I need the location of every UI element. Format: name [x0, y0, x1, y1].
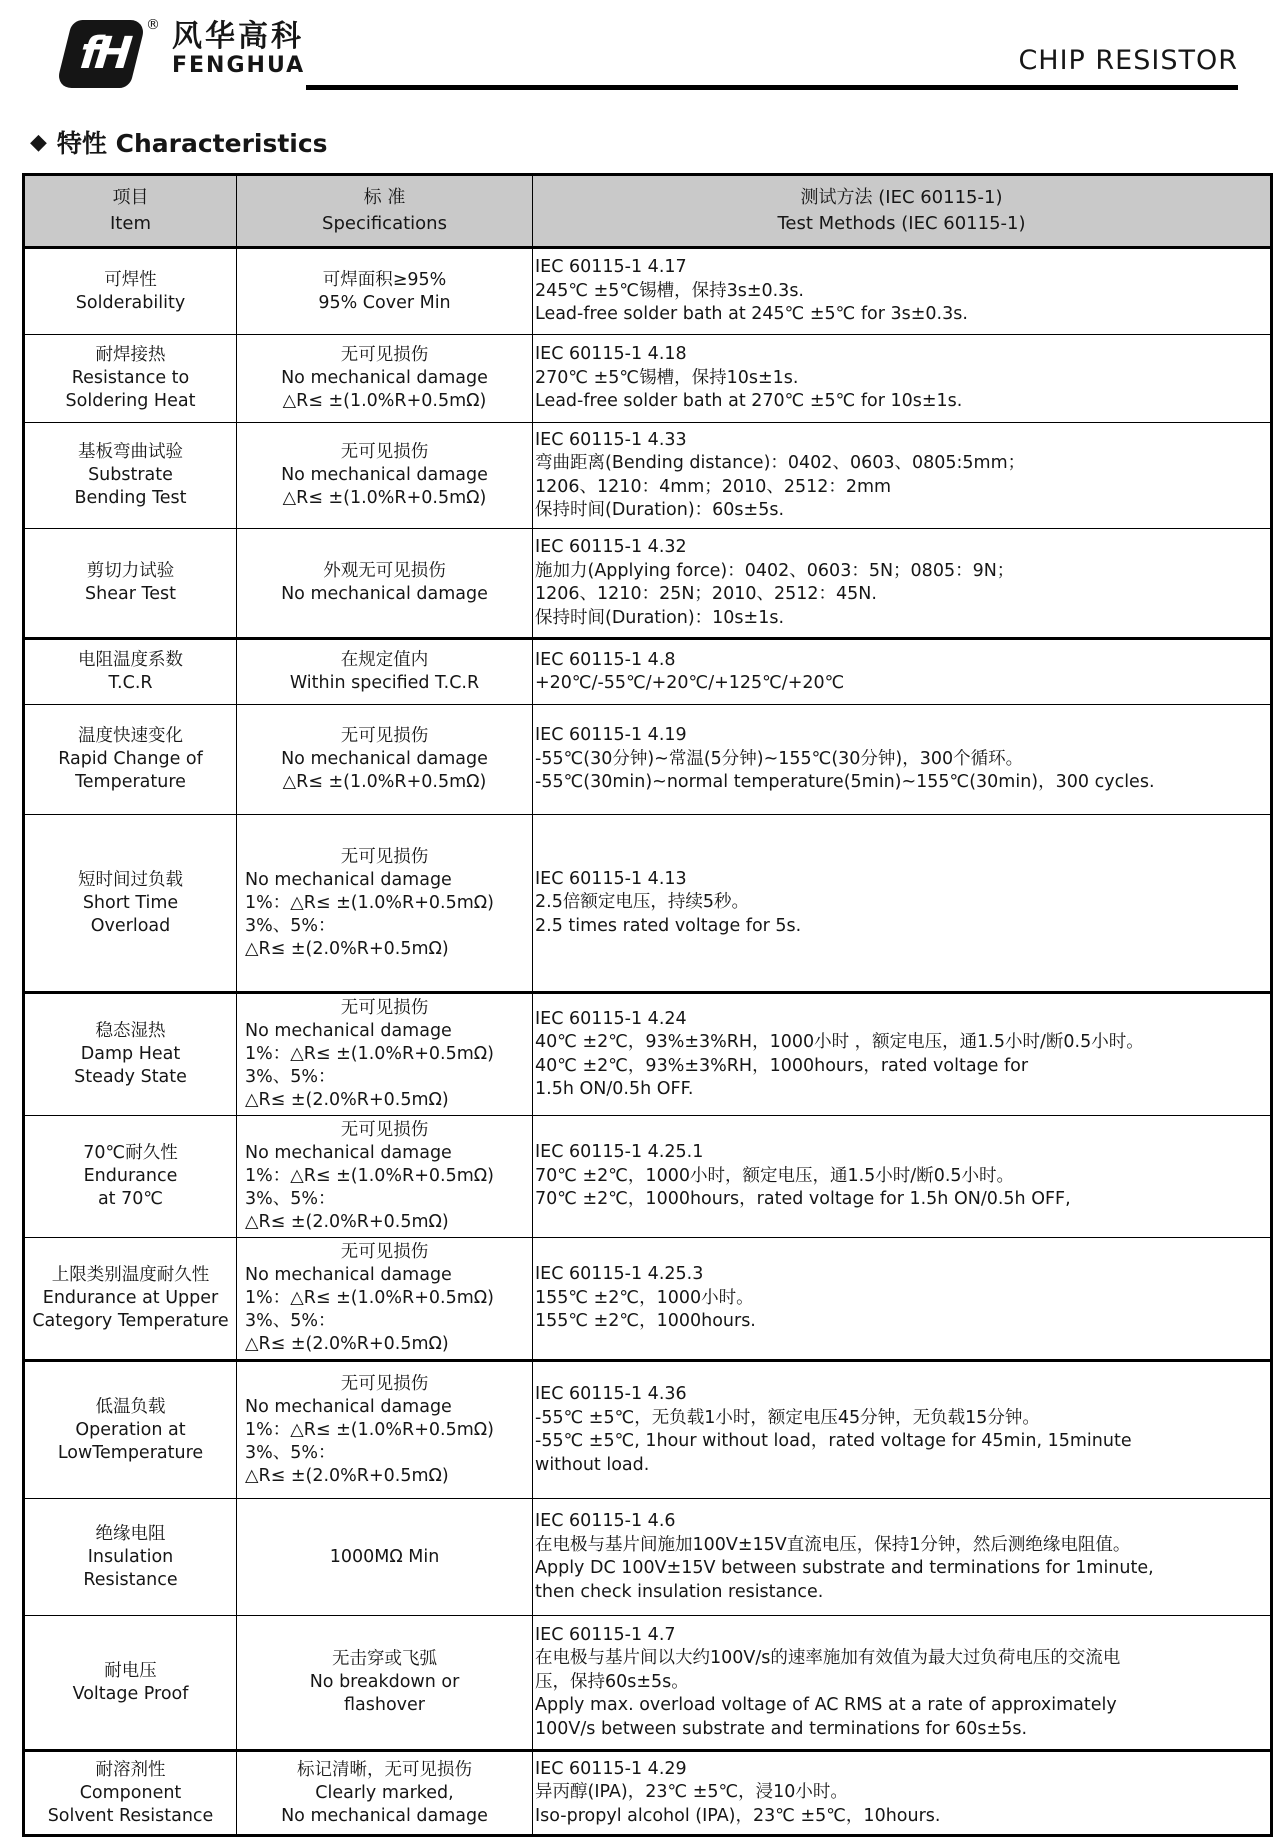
- header-rule: [306, 45, 1238, 90]
- spec-line: 无可见损伤: [340, 1242, 429, 1262]
- method-line: 70℃ ±2℃，1000hours，rated voltage for 1.5h ON/0.5h OFF,: [535, 1189, 1071, 1210]
- spec-line: △R≤ ±(2.0%R+0.5mΩ): [245, 938, 449, 959]
- item-line: Component: [79, 1782, 182, 1803]
- method-cell: [533, 248, 1272, 335]
- item-cell: [24, 639, 237, 705]
- spec-line: 无可见损伤: [340, 442, 429, 462]
- method-line: IEC 60115-1 4.18: [535, 344, 687, 365]
- item-line: Endurance at Upper: [42, 1288, 219, 1308]
- method-line: +20℃/-55℃/+20℃/+125℃/+20℃: [535, 673, 845, 693]
- item-line: 可焊性: [104, 269, 157, 290]
- table-row: [24, 1116, 1272, 1238]
- method-line: Apply DC 100V±15V between substrate and terminations for 1minute,: [535, 1558, 1154, 1578]
- col-header-spec-en: Specifications: [322, 213, 447, 234]
- item-line: Shear Test: [85, 584, 176, 604]
- method-line: -55℃(30分钟)~常温(5分钟)~155℃(30分钟)，300个循环。: [535, 748, 1024, 769]
- item-line: Resistance to: [71, 368, 190, 388]
- spec-cell: [237, 423, 533, 529]
- item-cell: [24, 423, 237, 529]
- method-cell: [533, 335, 1272, 423]
- item-cell: [24, 1616, 237, 1751]
- table-row: [24, 1616, 1272, 1751]
- spec-line: △R≤ ±(2.0%R+0.5mΩ): [245, 1212, 449, 1232]
- method-line: IEC 60115-1 4.17: [535, 257, 687, 278]
- spec-line: 1%：△R≤ ±(1.0%R+0.5mΩ): [245, 1419, 494, 1440]
- item-line: T.C.R: [108, 673, 153, 693]
- brand-logo: [58, 18, 306, 90]
- spec-cell: [237, 815, 533, 993]
- diamond-icon: ◆: [30, 129, 47, 155]
- spec-line: Within specified T.C.R: [289, 673, 480, 693]
- spec-cell: [237, 1238, 533, 1361]
- spec-line: 95% Cover Min: [318, 292, 451, 313]
- method-line: IEC 60115-1 4.33: [535, 429, 687, 450]
- item-line: 基板弯曲试验: [78, 442, 183, 462]
- spec-line: 无可见损伤: [340, 846, 429, 867]
- spec-cell: [237, 705, 533, 815]
- item-line: Substrate: [88, 465, 173, 485]
- spec-cell: [237, 1361, 533, 1499]
- item-line: Rapid Change of: [58, 749, 203, 769]
- spec-line: △R≤ ±(1.0%R+0.5mΩ): [282, 772, 487, 792]
- item-line: 剪切力试验: [86, 561, 175, 581]
- method-line: 1.5h ON/0.5h OFF.: [535, 1079, 694, 1099]
- method-cell: [533, 1361, 1272, 1499]
- method-line: IEC 60115-1 4.32: [535, 537, 687, 557]
- item-cell: [24, 705, 237, 815]
- method-cell: [533, 529, 1272, 639]
- item-cell: [24, 1751, 237, 1836]
- spec-line: △R≤ ±(2.0%R+0.5mΩ): [245, 1334, 449, 1354]
- method-cell: [533, 1751, 1272, 1836]
- spec-line: No mechanical damage: [245, 869, 452, 890]
- method-line: 1206、1210：4mm；2010、2512：2mm: [535, 476, 892, 497]
- spec-line: 3%、5%：: [245, 1189, 336, 1209]
- item-cell: [24, 815, 237, 993]
- method-line: 2.5 times rated voltage for 5s.: [535, 915, 802, 936]
- spec-cell: [237, 993, 533, 1116]
- method-cell: [533, 1238, 1272, 1361]
- item-line: Resistance: [83, 1569, 178, 1590]
- item-line: at 70℃: [97, 1189, 164, 1209]
- method-cell: [533, 1499, 1272, 1616]
- method-line: 弯曲距离(Bending distance)：0402、0603、0805:5mm；: [535, 453, 1026, 473]
- spec-line: 3%、5%：: [245, 1311, 336, 1331]
- spec-line: 1%：△R≤ ±(1.0%R+0.5mΩ): [245, 1288, 494, 1308]
- item-line: 绝缘电阻: [95, 1523, 166, 1544]
- spec-cell: [237, 1116, 533, 1238]
- spec-cell: [237, 335, 533, 423]
- spec-line: 1%：△R≤ ±(1.0%R+0.5mΩ): [245, 1044, 494, 1064]
- method-line: 40℃ ±2℃，93%±3%RH，1000小时 ，额定电压，通1.5小时/断0.5小时。: [535, 1032, 1144, 1052]
- spec-line: flashover: [344, 1695, 425, 1715]
- spec-line: 外观无可见损伤: [323, 561, 446, 581]
- spec-line: 在规定值内: [340, 650, 429, 670]
- method-line: IEC 60115-1 4.8: [535, 649, 676, 670]
- method-line: IEC 60115-1 4.19: [535, 725, 687, 746]
- spec-cell: [237, 1499, 533, 1616]
- method-line: 在电极与基片间施加100V±15V直流电压，保持1分钟，然后测绝缘电阻值。: [535, 1534, 1131, 1555]
- method-line: IEC 60115-1 4.13: [535, 868, 687, 889]
- table-row: [24, 993, 1272, 1116]
- col-header-method-en: Test Methods (IEC 60115-1): [777, 213, 1026, 234]
- method-line: 保持时间(Duration)：60s±5s.: [535, 500, 785, 520]
- method-line: -55℃ ±5℃, 1hour without load，rated voltage for 45min, 15minute: [535, 1431, 1132, 1451]
- method-line: 270℃ ±5℃锡槽，保持10s±1s.: [535, 367, 799, 388]
- spec-line: No mechanical damage: [245, 1396, 452, 1417]
- item-line: 耐溶剂性: [95, 1759, 166, 1780]
- table-row: [24, 1499, 1272, 1616]
- method-line: IEC 60115-1 4.7: [535, 1624, 676, 1645]
- spec-line: No mechanical damage: [281, 465, 488, 485]
- spec-line: 无可见损伤: [340, 998, 429, 1018]
- table-row: [24, 423, 1272, 529]
- spec-line: 无击穿或飞弧: [332, 1649, 437, 1669]
- registered-mark: ®: [146, 17, 160, 33]
- spec-cell: [237, 1616, 533, 1751]
- method-cell: [533, 993, 1272, 1116]
- item-line: 温度快速变化: [78, 726, 183, 746]
- item-line: Insulation: [87, 1546, 174, 1567]
- item-line: Bending Test: [74, 488, 187, 508]
- col-header-item-en: Item: [110, 213, 151, 234]
- spec-line: Clearly marked,: [315, 1782, 454, 1803]
- method-line: 异丙醇(IPA)，23℃ ±5℃，浸10小时。: [535, 1782, 848, 1803]
- method-line: 2.5倍额定电压，持续5秒。: [535, 892, 749, 913]
- table-row: [24, 1361, 1272, 1499]
- spec-line: △R≤ ±(1.0%R+0.5mΩ): [282, 488, 487, 508]
- table-row: [24, 1238, 1272, 1361]
- method-line: 245℃ ±5℃锡槽，保持3s±0.3s.: [535, 280, 804, 301]
- section-title: [30, 124, 1286, 160]
- method-line: 施加力(Applying force)：0402、0603：5N；0805：9N；: [535, 560, 1015, 581]
- method-cell: [533, 639, 1272, 705]
- item-line: 上限类别温度耐久性: [51, 1265, 210, 1285]
- method-line: 在电极与基片间以大约100V/s的速率施加有效值为最大过负荷电压的交流电: [535, 1648, 1121, 1669]
- method-line: 压，保持60s±5s。: [535, 1671, 689, 1692]
- table-header-row: [24, 175, 1272, 248]
- method-line: Lead-free solder bath at 270℃ ±5℃ for 10s±1s.: [535, 391, 963, 412]
- item-line: Steady State: [74, 1067, 187, 1087]
- spec-line: △R≤ ±(2.0%R+0.5mΩ): [245, 1465, 449, 1486]
- brand-text: [172, 20, 305, 78]
- item-line: 耐电压: [104, 1660, 157, 1681]
- method-line: 70℃ ±2℃，1000小时，额定电压，通1.5小时/断0.5小时。: [535, 1165, 1015, 1186]
- table-row: [24, 639, 1272, 705]
- method-cell: [533, 815, 1272, 993]
- doc-title: CHIP RESISTOR: [1018, 45, 1238, 76]
- logo-monogram: fH: [77, 28, 131, 79]
- table-row: [24, 529, 1272, 639]
- method-cell: [533, 1116, 1272, 1238]
- table-row: [24, 705, 1272, 815]
- method-line: IEC 60115-1 4.36: [535, 1384, 687, 1404]
- item-line: 短时间过负载: [78, 869, 183, 890]
- spec-line: 无可见损伤: [340, 1373, 429, 1394]
- method-line: IEC 60115-1 4.6: [535, 1511, 676, 1531]
- spec-line: 无可见损伤: [340, 1120, 429, 1140]
- item-line: Temperature: [75, 772, 186, 792]
- fenghua-logo-icon: [58, 18, 150, 90]
- method-line: 40℃ ±2℃，93%±3%RH，1000hours，rated voltage for: [535, 1055, 1029, 1076]
- spec-line: No breakdown or: [309, 1672, 460, 1692]
- item-line: 电阻温度系数: [78, 650, 183, 670]
- spec-line: 可焊面积≥95%: [322, 269, 447, 290]
- item-line: 稳态湿热: [95, 1021, 166, 1041]
- spec-line: 1%：△R≤ ±(1.0%R+0.5mΩ): [245, 1166, 494, 1186]
- spec-line: 1000MΩ Min: [329, 1546, 440, 1567]
- method-line: IEC 60115-1 4.25.3: [535, 1264, 704, 1285]
- item-line: Soldering Heat: [65, 391, 196, 411]
- spec-line: 无可见损伤: [340, 345, 429, 365]
- item-line: 70℃耐久性: [83, 1143, 178, 1163]
- spec-cell: [237, 1751, 533, 1836]
- col-header-item: [24, 175, 237, 248]
- spec-line: 标记清晰，无可见损伤: [297, 1759, 472, 1780]
- spec-line: 3%、5%：: [245, 1442, 336, 1463]
- spec-line: 3%、5%：: [245, 1067, 336, 1087]
- spec-cell: [237, 529, 533, 639]
- spec-cell: [237, 639, 533, 705]
- item-line: Overload: [90, 915, 171, 936]
- spec-line: No mechanical damage: [245, 1143, 452, 1163]
- item-line: LowTemperature: [57, 1442, 204, 1463]
- item-line: Voltage Proof: [72, 1683, 189, 1704]
- item-line: Solderability: [75, 292, 186, 313]
- item-line: Category Temperature: [32, 1311, 229, 1331]
- item-cell: [24, 1499, 237, 1616]
- method-line: without load.: [535, 1454, 650, 1475]
- item-cell: [24, 993, 237, 1116]
- brand-name-cn: 风华高科: [172, 19, 304, 54]
- method-cell: [533, 705, 1272, 815]
- col-header-spec-cn: 标 准: [363, 187, 406, 208]
- method-line: IEC 60115-1 4.25.1: [535, 1142, 704, 1163]
- method-line: IEC 60115-1 4.29: [535, 1758, 687, 1779]
- method-line: 100V/s between substrate and terminations for 60s±5s.: [535, 1718, 1028, 1739]
- item-line: Damp Heat: [80, 1044, 181, 1064]
- page-header: [0, 0, 1286, 90]
- item-cell: [24, 1361, 237, 1499]
- item-line: Operation at: [75, 1419, 186, 1440]
- method-line: 保持时间(Duration)：10s±1s.: [535, 607, 785, 628]
- item-line: Solvent Resistance: [47, 1805, 214, 1826]
- method-line: Apply max. overload voltage of AC RMS at a rate of approximately: [535, 1695, 1117, 1716]
- char-table-body: [24, 248, 1272, 1836]
- method-line: 1206、1210：25N；2010、2512：45N.: [535, 584, 877, 604]
- spec-line: 3%、5%：: [245, 915, 336, 936]
- method-line: IEC 60115-1 4.24: [535, 1008, 687, 1029]
- spec-line: No mechanical damage: [281, 368, 488, 388]
- table-row: [24, 248, 1272, 335]
- item-cell: [24, 529, 237, 639]
- method-line: Lead-free solder bath at 245℃ ±5℃ for 3s±0.3s.: [535, 304, 968, 325]
- method-line: -55℃(30min)~normal temperature(5min)~155℃(30min)，300 cycles.: [535, 772, 1155, 793]
- method-cell: [533, 1616, 1272, 1751]
- item-cell: [24, 335, 237, 423]
- spec-line: △R≤ ±(2.0%R+0.5mΩ): [245, 1090, 449, 1110]
- section-title-text: 特性 Characteristics: [56, 129, 328, 158]
- characteristics-table: [22, 173, 1273, 1837]
- item-line: 耐焊接热: [95, 345, 166, 365]
- method-line: Iso-propyl alcohol (IPA)，23℃ ±5℃，10hours.: [535, 1805, 941, 1826]
- spec-line: 1%：△R≤ ±(1.0%R+0.5mΩ): [245, 892, 494, 913]
- spec-line: △R≤ ±(1.0%R+0.5mΩ): [282, 391, 487, 411]
- table-row: [24, 1751, 1272, 1836]
- spec-line: No mechanical damage: [281, 584, 488, 604]
- col-header-spec: [237, 175, 533, 248]
- method-line: then check insulation resistance.: [535, 1581, 824, 1602]
- col-header-method-cn: 测试方法 (IEC 60115-1): [800, 187, 1003, 208]
- col-header-item-cn: 项目: [112, 187, 149, 208]
- spec-line: No mechanical damage: [281, 1805, 488, 1826]
- brand-name-en: FENGHUA: [172, 53, 306, 78]
- item-cell: [24, 1116, 237, 1238]
- spec-line: No mechanical damage: [245, 1265, 452, 1285]
- spec-line: 无可见损伤: [340, 726, 429, 746]
- spec-line: No mechanical damage: [245, 1021, 452, 1041]
- method-line: 155℃ ±2℃，1000小时。: [535, 1287, 754, 1308]
- method-line: 155℃ ±2℃，1000hours.: [535, 1311, 756, 1332]
- item-line: Endurance: [83, 1166, 178, 1186]
- table-row: [24, 335, 1272, 423]
- item-cell: [24, 248, 237, 335]
- item-cell: [24, 1238, 237, 1361]
- item-line: 低温负载: [95, 1396, 166, 1417]
- table-row: [24, 815, 1272, 993]
- col-header-method: [533, 175, 1272, 248]
- method-cell: [533, 423, 1272, 529]
- spec-line: No mechanical damage: [281, 749, 488, 769]
- spec-cell: [237, 248, 533, 335]
- method-line: -55℃ ±5℃，无负载1小时，额定电压45分钟，无负载15分钟。: [535, 1407, 1040, 1428]
- item-line: Short Time: [82, 892, 179, 913]
